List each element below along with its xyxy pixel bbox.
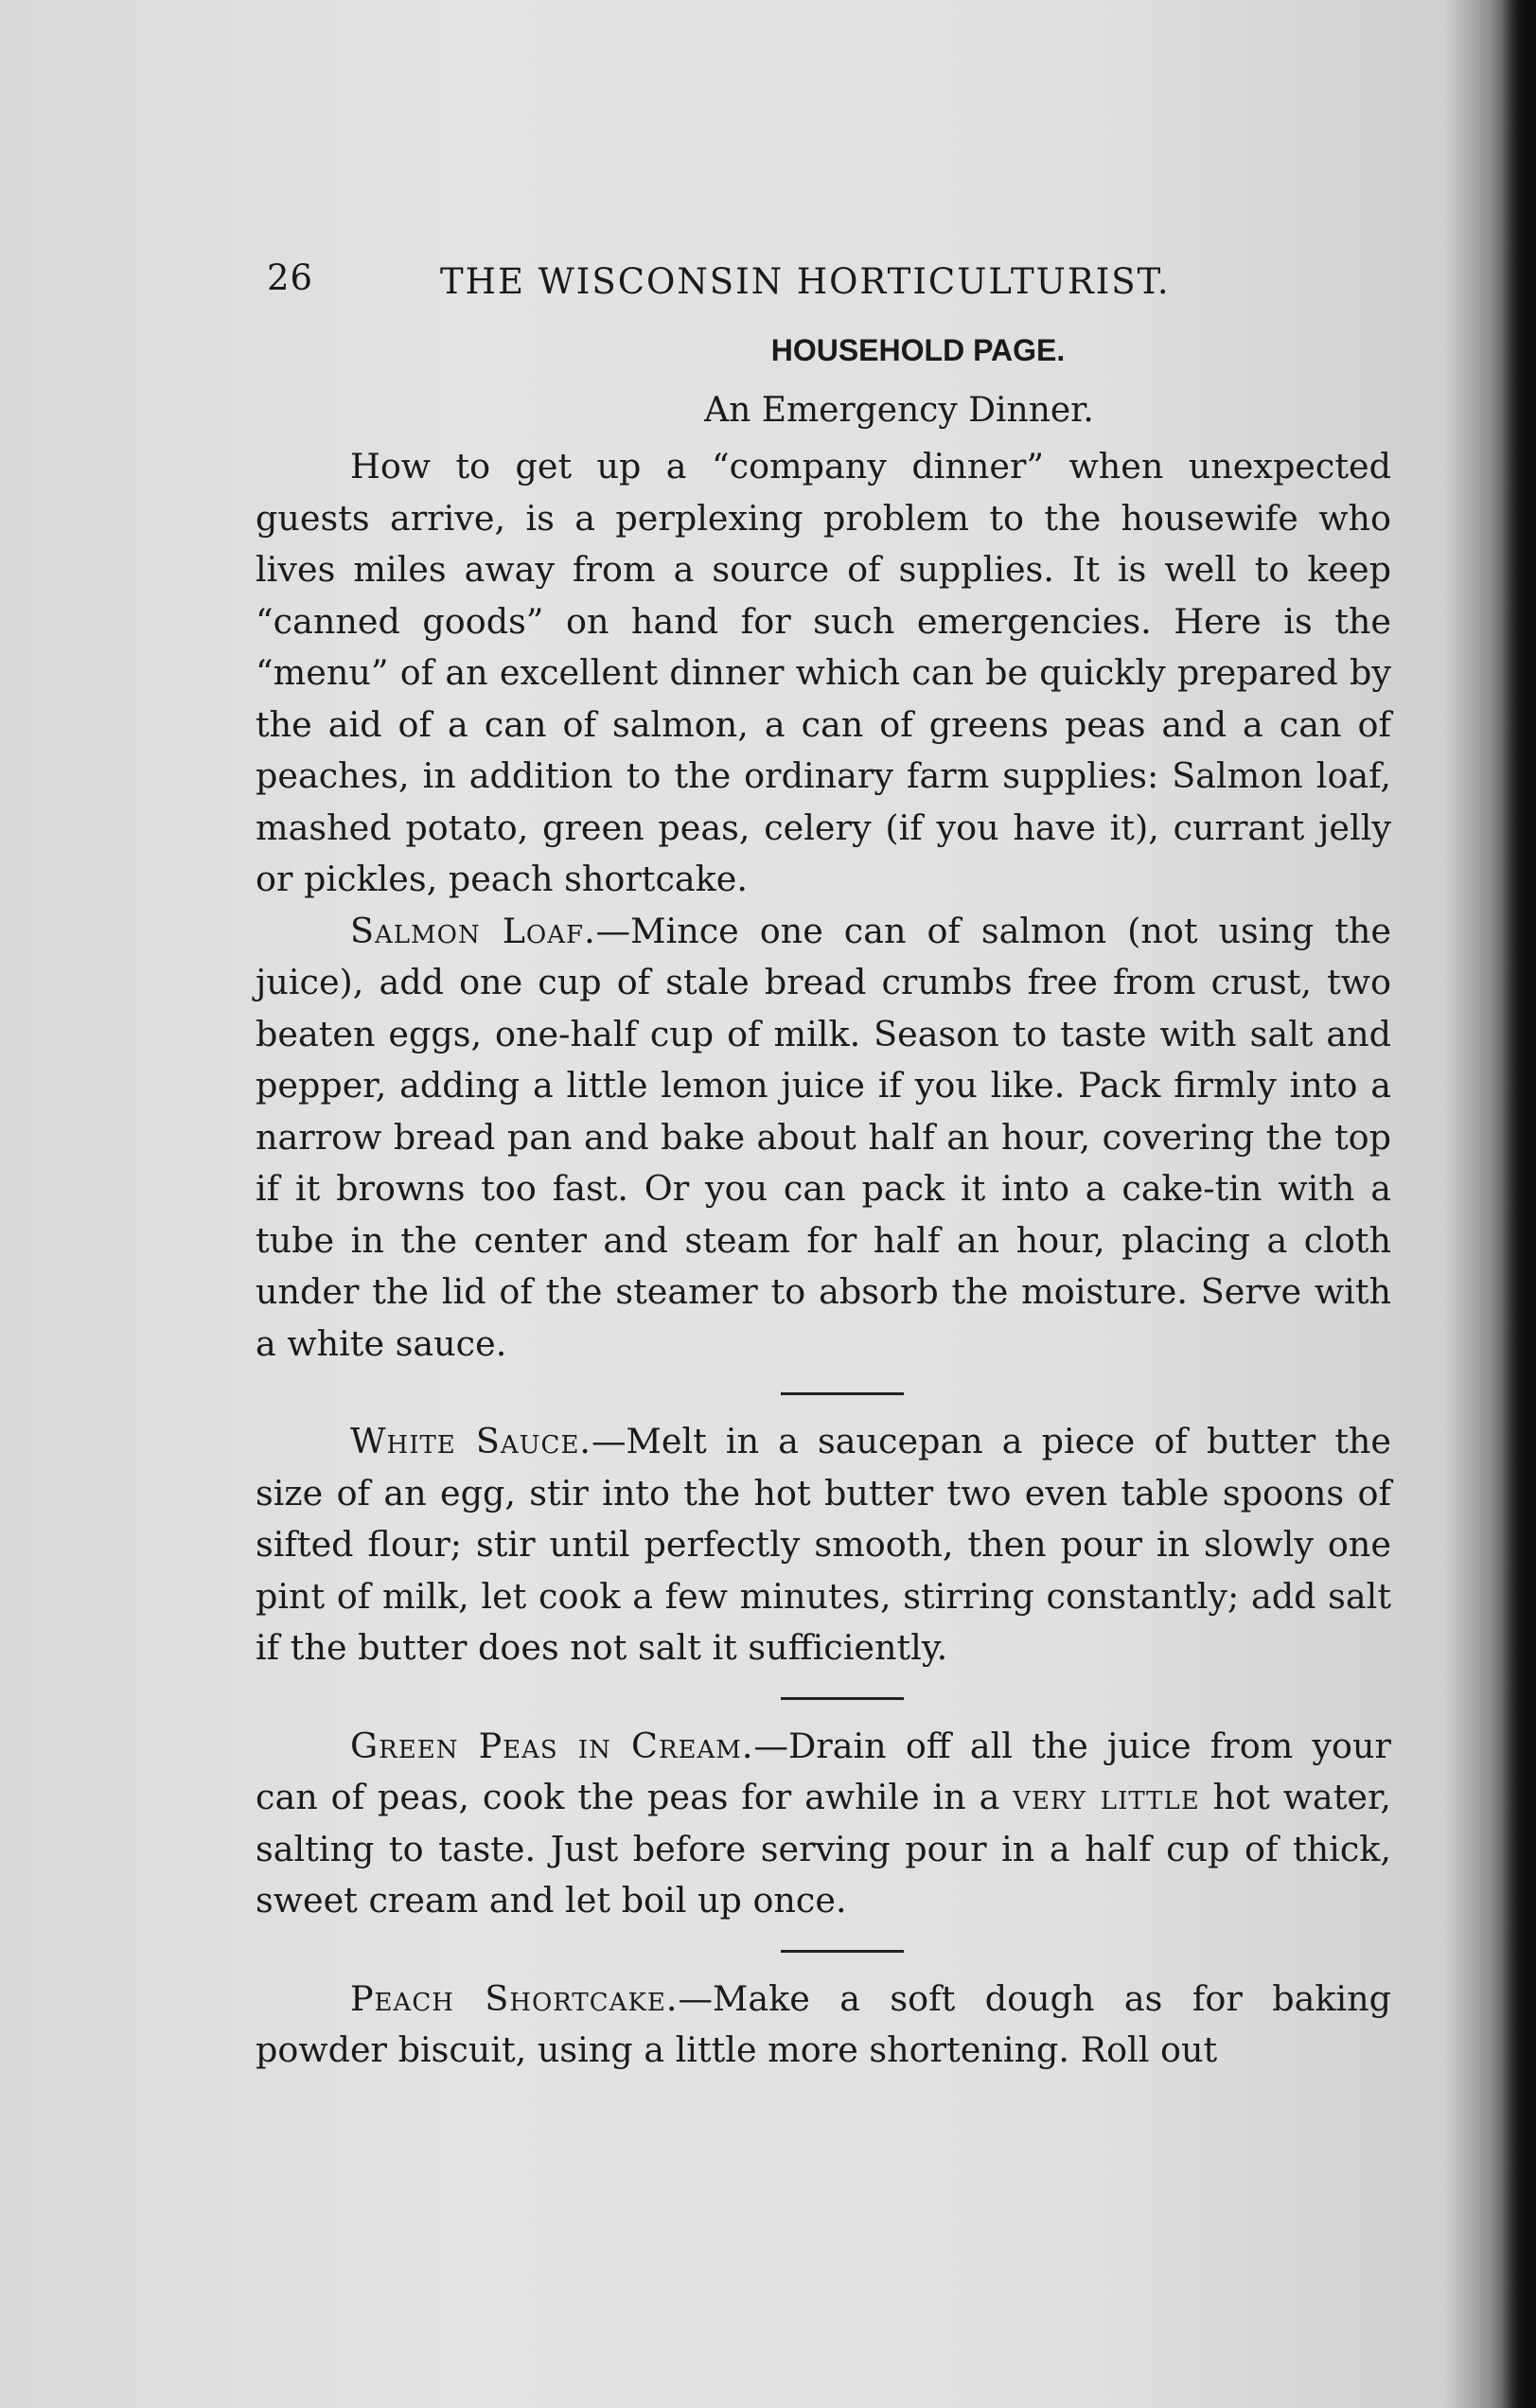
recipe-text-green-peas-after: hot water, salting to taste. Just before serving pour in a half cup of thick, sweet cream and let boil up once. [256, 1777, 1392, 1921]
section-divider-2 [781, 1697, 904, 1700]
page-content [256, 248, 1391, 2077]
recipe-emphasis-very-little: very little [1013, 1777, 1200, 1817]
recipe-salmon-loaf [256, 906, 1391, 1371]
recipe-green-peas [256, 1721, 1391, 1927]
recipe-heading-peach-shortcake: Peach Shortcake. [350, 1977, 679, 2019]
book-spine-shadow [1502, 0, 1536, 2408]
recipe-heading-white-sauce: White Sauce. [350, 1421, 592, 1461]
recipe-text-white-sauce: —Melt in a saucepan a piece of butter the size of an egg, stir into the hot butter two even table spoons of sifted flour; stir until perfectly smooth, then pour in slowly one pint of milk, let cook a few minutes, stirring constantly; add salt if the butter does not salt it sufficiently. [256, 1421, 1391, 1668]
section-title: HOUSEHOLD PAGE. [770, 333, 1066, 367]
recipe-text-peach-shortcake: —Make a soft dough as for baking powder biscuit, using a little more shortening. Roll out [256, 1977, 1391, 2070]
recipe-heading-green-peas: Green Peas in Cream. [350, 1725, 754, 1766]
journal-title: THE WISCONSIN HORTICULTURIST. [440, 261, 1171, 302]
recipe-peach-shortcake [256, 1974, 1391, 2077]
recipe-white-sauce [256, 1416, 1391, 1674]
recipe-heading-salmon-loaf: Salmon Loaf. [350, 910, 596, 951]
recipe-text-green-peas-before: —Drain off all the juice from your can of peas, cook the peas for awhile in a [256, 1725, 1391, 1817]
article-title: An Emergency Dinner. [704, 391, 1094, 430]
section-divider-1 [781, 1392, 904, 1395]
page-number: 26 [267, 257, 314, 298]
intro-paragraph: How to get up a “company dinner” when unexpected guests arrive, is a perplexing problem to the housewife who lives miles away from a source of supplies. It is well to keep “canned goods” on hand for such emergencies. Here is the “menu” of an excellent dinner which can be quickly prepared by the aid of a can of salmon, a can of greens peas and a can of peaches, in addition to the ordinary farm supplies: Salmon loaf, mashed potato, green peas, celery (if you have it), currant jelly or pickles, peach shortcake. [256, 446, 1391, 899]
section-divider-3 [781, 1950, 904, 1953]
running-head [256, 248, 1391, 314]
recipe-text-salmon-loaf: —Mince one can of salmon (not using the juice), add one cup of stale bread crumbs free from crust, two beaten eggs, one-half cup of milk. Season to taste with salt and pepper, adding a little lemon juice if you like. Pack firmly into a narrow bread pan and bake about half an hour, covering the top if it browns too fast. Or you can pack it into a cake-tin with a tube in the center and steam for half an hour, placing a cloth under the lid of the steamer to absorb the moisture. Serve with a white sauce. [256, 910, 1391, 1364]
